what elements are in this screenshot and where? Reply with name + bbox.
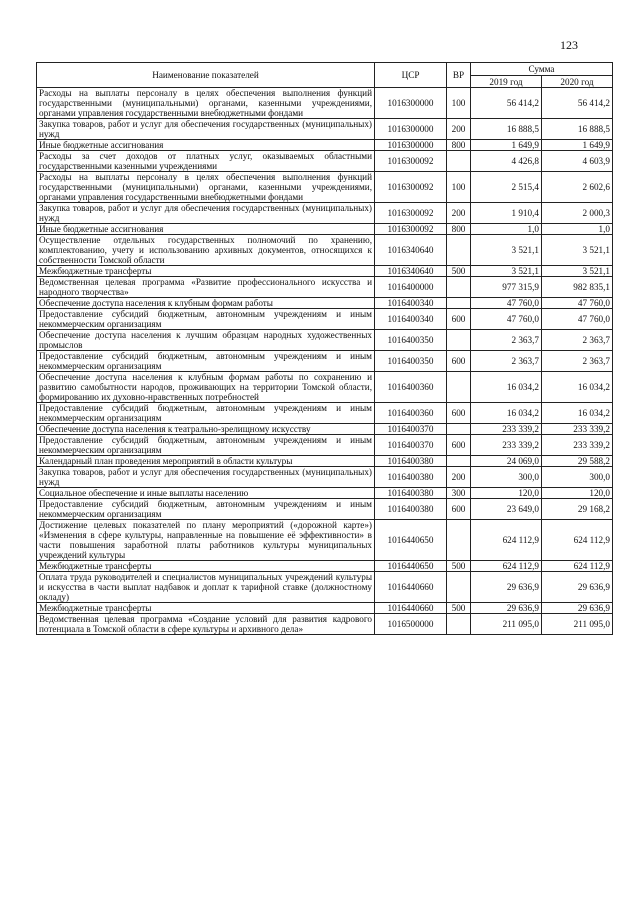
row-name: Ведомственная целевая программа «Создание условий для развития кадрового потенциала в Томской области в сфере культуры и архивного дела» — [37, 614, 375, 635]
row-amount-2019: 211 095,0 — [471, 614, 542, 635]
row-vr: 800 — [447, 140, 471, 151]
row-vr: 200 — [447, 203, 471, 224]
table-row — [37, 330, 613, 351]
row-amount-2019: 2 363,7 — [471, 330, 542, 351]
row-vr — [447, 520, 471, 561]
row-csr: 1016500000 — [375, 614, 447, 635]
row-name: Обеспечение доступа населения к театрально-зрелищному искусству — [37, 424, 375, 435]
table-row — [37, 456, 613, 467]
row-amount-2019: 1 649,9 — [471, 140, 542, 151]
row-amount-2020: 2 363,7 — [542, 330, 613, 351]
row-csr: 1016400340 — [375, 309, 447, 330]
row-csr: 1016300000 — [375, 119, 447, 140]
table-row — [37, 435, 613, 456]
row-name: Календарный план проведения мероприятий в области культуры — [37, 456, 375, 467]
table-row — [37, 561, 613, 572]
row-csr: 1016400000 — [375, 277, 447, 298]
header-year-2020: 2020 год — [542, 76, 613, 88]
header-sum: Сумма — [471, 63, 613, 76]
row-amount-2019: 120,0 — [471, 488, 542, 499]
row-csr: 1016340640 — [375, 235, 447, 266]
row-vr: 500 — [447, 561, 471, 572]
row-csr: 1016400370 — [375, 424, 447, 435]
row-csr: 1016340640 — [375, 266, 447, 277]
row-amount-2019: 977 315,9 — [471, 277, 542, 298]
row-name: Расходы за счет доходов от платных услуг, оказываемых областными государственными казенными учреждениями — [37, 151, 375, 172]
row-csr: 1016400380 — [375, 467, 447, 488]
row-csr: 1016300000 — [375, 88, 447, 119]
row-csr: 1016400380 — [375, 456, 447, 467]
row-amount-2020: 1 649,9 — [542, 140, 613, 151]
table-row — [37, 88, 613, 119]
row-name: Обеспечение доступа населения к клубным формам работы по сохранению и развитию самобытности народов, проживающих на территории Томской области, формированию их духовно-нравственных потребностей — [37, 372, 375, 403]
row-name: Закупка товаров, работ и услуг для обеспечения государственных (муниципальных) нужд — [37, 203, 375, 224]
row-name: Предоставление субсидий бюджетным, автономным учреждениям и иным некоммерческим организациям — [37, 499, 375, 520]
row-amount-2020: 29 588,2 — [542, 456, 613, 467]
table-row — [37, 424, 613, 435]
row-amount-2020: 982 835,1 — [542, 277, 613, 298]
row-csr: 1016400360 — [375, 372, 447, 403]
row-amount-2019: 300,0 — [471, 467, 542, 488]
row-csr: 1016400350 — [375, 330, 447, 351]
table-row — [37, 603, 613, 614]
row-amount-2019: 1 910,4 — [471, 203, 542, 224]
table-row — [37, 140, 613, 151]
page-number: 123 — [560, 38, 578, 52]
table-row — [37, 298, 613, 309]
row-amount-2019: 29 636,9 — [471, 572, 542, 603]
row-amount-2020: 1,0 — [542, 224, 613, 235]
row-csr: 1016400380 — [375, 499, 447, 520]
row-name: Расходы на выплаты персоналу в целях обеспечения выполнения функций государственными (муниципальными) органами, казенными учреждениями, органами управления государственными внебюджетными фондами — [37, 172, 375, 203]
row-name: Оплата труда руководителей и специалистов муниципальных учреждений культуры и искусства в части выплат надбавок и доплат к тарифной ставке (должностному окладу) — [37, 572, 375, 603]
row-name: Иные бюджетные ассигнования — [37, 224, 375, 235]
row-csr: 1016300092 — [375, 172, 447, 203]
row-amount-2019: 3 521,1 — [471, 266, 542, 277]
row-amount-2019: 1,0 — [471, 224, 542, 235]
row-name: Межбюджетные трансферты — [37, 603, 375, 614]
row-name: Межбюджетные трансферты — [37, 266, 375, 277]
row-vr — [447, 424, 471, 435]
row-csr: 1016440650 — [375, 520, 447, 561]
row-csr: 1016300000 — [375, 140, 447, 151]
table-row — [37, 277, 613, 298]
row-vr: 600 — [447, 351, 471, 372]
row-name: Достижение целевых показателей по плану мероприятий («дорожной карте») «Изменения в сфере культуры, направленные на повышение её эффективности» в части повышения заработной платы работников культуры муниципальных учреждений культуры — [37, 520, 375, 561]
row-amount-2019: 24 069,0 — [471, 456, 542, 467]
row-amount-2019: 16 888,5 — [471, 119, 542, 140]
row-csr: 1016400370 — [375, 435, 447, 456]
row-vr — [447, 456, 471, 467]
row-name: Осуществление отдельных государственных полномочий по хранению, комплектованию, учету и использованию архивных документов, относящихся к собственности Томской области — [37, 235, 375, 266]
table-row — [37, 372, 613, 403]
row-name: Обеспечение доступа населения к лучшим образцам народных художественных промыслов — [37, 330, 375, 351]
table-row — [37, 119, 613, 140]
row-name: Расходы на выплаты персоналу в целях обеспечения выполнения функций государственными (муниципальными) органами, казенными учреждениями, органами управления государственными внебюджетными фондами — [37, 88, 375, 119]
row-vr — [447, 235, 471, 266]
row-vr — [447, 298, 471, 309]
row-vr: 600 — [447, 309, 471, 330]
header-year-2019: 2019 год — [471, 76, 542, 88]
row-vr: 600 — [447, 435, 471, 456]
row-name: Закупка товаров, работ и услуг для обеспечения государственных (муниципальных) нужд — [37, 119, 375, 140]
row-amount-2019: 16 034,2 — [471, 403, 542, 424]
table-row — [37, 235, 613, 266]
row-amount-2020: 4 603,9 — [542, 151, 613, 172]
row-amount-2020: 16 034,2 — [542, 372, 613, 403]
table-body — [37, 88, 613, 635]
row-amount-2020: 2 363,7 — [542, 351, 613, 372]
row-vr: 500 — [447, 266, 471, 277]
row-amount-2019: 2 515,4 — [471, 172, 542, 203]
row-amount-2019: 47 760,0 — [471, 298, 542, 309]
row-vr: 100 — [447, 88, 471, 119]
row-amount-2020: 624 112,9 — [542, 561, 613, 572]
table-row — [37, 614, 613, 635]
row-amount-2020: 211 095,0 — [542, 614, 613, 635]
row-amount-2020: 47 760,0 — [542, 298, 613, 309]
row-name: Предоставление субсидий бюджетным, автономным учреждениям и иным некоммерческим организациям — [37, 403, 375, 424]
row-csr: 1016440660 — [375, 572, 447, 603]
row-amount-2020: 29 168,2 — [542, 499, 613, 520]
row-amount-2019: 233 339,2 — [471, 424, 542, 435]
row-vr — [447, 572, 471, 603]
row-vr: 200 — [447, 467, 471, 488]
table-row — [37, 172, 613, 203]
row-name: Обеспечение доступа населения к клубным формам работы — [37, 298, 375, 309]
row-amount-2020: 29 636,9 — [542, 572, 613, 603]
row-amount-2020: 233 339,2 — [542, 424, 613, 435]
budget-table — [36, 62, 613, 635]
table-row — [37, 151, 613, 172]
row-amount-2019: 16 034,2 — [471, 372, 542, 403]
row-amount-2019: 2 363,7 — [471, 351, 542, 372]
row-csr: 1016400360 — [375, 403, 447, 424]
table-row — [37, 309, 613, 330]
header-vr: ВР — [447, 63, 471, 88]
table-row — [37, 403, 613, 424]
row-amount-2019: 624 112,9 — [471, 561, 542, 572]
row-amount-2019: 3 521,1 — [471, 235, 542, 266]
row-name: Межбюджетные трансферты — [37, 561, 375, 572]
row-csr: 1016400350 — [375, 351, 447, 372]
row-vr: 500 — [447, 603, 471, 614]
row-amount-2019: 624 112,9 — [471, 520, 542, 561]
row-csr: 1016300092 — [375, 203, 447, 224]
table-row — [37, 488, 613, 499]
table-row — [37, 467, 613, 488]
row-vr: 600 — [447, 403, 471, 424]
row-csr: 1016300092 — [375, 151, 447, 172]
table-row — [37, 203, 613, 224]
row-amount-2020: 29 636,9 — [542, 603, 613, 614]
row-amount-2019: 47 760,0 — [471, 309, 542, 330]
header-name: Наименование показателей — [37, 63, 375, 88]
row-vr: 800 — [447, 224, 471, 235]
table-row — [37, 224, 613, 235]
row-vr — [447, 614, 471, 635]
row-name: Закупка товаров, работ и услуг для обеспечения государственных (муниципальных) нужд — [37, 467, 375, 488]
row-amount-2020: 2 602,6 — [542, 172, 613, 203]
row-name: Предоставление субсидий бюджетным, автономным учреждениям и иным некоммерческим организациям — [37, 351, 375, 372]
table-row — [37, 351, 613, 372]
row-csr: 1016440650 — [375, 561, 447, 572]
row-amount-2020: 16 888,5 — [542, 119, 613, 140]
table-row — [37, 520, 613, 561]
row-amount-2020: 47 760,0 — [542, 309, 613, 330]
row-amount-2020: 3 521,1 — [542, 235, 613, 266]
header-csr: ЦСР — [375, 63, 447, 88]
row-name: Иные бюджетные ассигнования — [37, 140, 375, 151]
row-amount-2020: 16 034,2 — [542, 403, 613, 424]
row-amount-2019: 56 414,2 — [471, 88, 542, 119]
row-csr: 1016400340 — [375, 298, 447, 309]
row-name: Социальное обеспечение и иные выплаты населению — [37, 488, 375, 499]
row-amount-2019: 233 339,2 — [471, 435, 542, 456]
row-amount-2020: 3 521,1 — [542, 266, 613, 277]
row-vr — [447, 151, 471, 172]
row-amount-2019: 4 426,8 — [471, 151, 542, 172]
row-amount-2020: 56 414,2 — [542, 88, 613, 119]
row-amount-2020: 300,0 — [542, 467, 613, 488]
row-vr — [447, 330, 471, 351]
table-row — [37, 266, 613, 277]
row-name: Предоставление субсидий бюджетным, автономным учреждениям и иным некоммерческим организациям — [37, 435, 375, 456]
row-name: Ведомственная целевая программа «Развитие профессионального искусства и народного творчества» — [37, 277, 375, 298]
row-csr: 1016300092 — [375, 224, 447, 235]
row-vr: 300 — [447, 488, 471, 499]
row-amount-2020: 2 000,3 — [542, 203, 613, 224]
row-csr: 1016440660 — [375, 603, 447, 614]
row-amount-2019: 29 636,9 — [471, 603, 542, 614]
row-amount-2019: 23 649,0 — [471, 499, 542, 520]
table-row — [37, 499, 613, 520]
row-vr — [447, 277, 471, 298]
row-amount-2020: 120,0 — [542, 488, 613, 499]
table-row — [37, 572, 613, 603]
row-csr: 1016400380 — [375, 488, 447, 499]
row-vr — [447, 372, 471, 403]
row-vr: 100 — [447, 172, 471, 203]
row-vr: 200 — [447, 119, 471, 140]
row-amount-2020: 624 112,9 — [542, 520, 613, 561]
row-amount-2020: 233 339,2 — [542, 435, 613, 456]
row-vr: 600 — [447, 499, 471, 520]
row-name: Предоставление субсидий бюджетным, автономным учреждениям и иным некоммерческим организациям — [37, 309, 375, 330]
